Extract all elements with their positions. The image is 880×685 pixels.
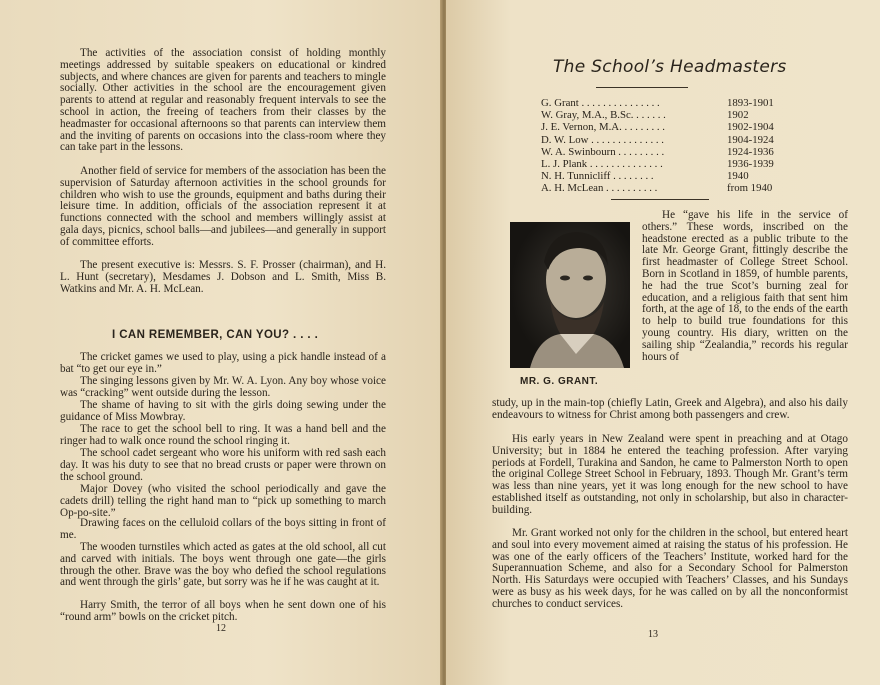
- headmaster-name: N. H. Tunnicliff . . . . . . . .: [541, 170, 654, 183]
- title-rule: [596, 87, 688, 88]
- headmasters-title: The School’s Headmasters: [553, 57, 787, 77]
- grant-bio-continued: study, up in the main-top (chiefly Latin, Greek and Algebra), and also his daily endeavours to witness for Christ among both passengers and crew.: [492, 397, 848, 421]
- headmaster-years: 1936-1939: [727, 158, 774, 171]
- grant-portrait-photo: [510, 222, 630, 368]
- headmaster-row: [541, 158, 781, 170]
- executive-paragraph: The present executive is: Messrs. S. F. Prosser (chairman), and H. L. Hunt (secretary), Mesdames J. Dobson and L. Smith, Miss B. Watkins and Mr. A. H. McLean.: [60, 259, 386, 295]
- headmaster-row: [541, 146, 781, 158]
- memory-item: Major Dovey (who visited the school periodically and gave the cadets drill) telling the right hand man to “pick up something to march Op-po-site.”: [60, 483, 386, 519]
- page-number-right: 13: [648, 629, 658, 640]
- memory-item: The school cadet sergeant who wore his uniform with red sash each day. It was his duty to see that no bread crusts or paper were thrown on the school ground.: [60, 447, 386, 483]
- headmaster-name: J. E. Vernon, M.A. . . . . . . . .: [541, 121, 665, 134]
- association-service-paragraph: Another field of service for members of the association has been the supervision of Saturday afternoon activities in the school grounds for children who wish to use the grounds, equipment and baths during their leisure time. In addition, officials of the association represent it at functions connected with the school and members willingly assist at gala days, picnics, school balls—and jubilees—and generally in support of committee efforts.: [60, 165, 386, 248]
- memory-item: The wooden turnstiles which acted as gates at the old school, all cut and carved with initials. The boys went through one gate—the girls through the other. Brave was the boy who defied the school regulations and went through the girls’ gate, but sorry was he if he was caught at it.: [60, 541, 386, 589]
- headmaster-name: W. Gray, M.A., B.Sc. . . . . . .: [541, 109, 666, 122]
- headmaster-years: 1902: [727, 109, 749, 122]
- headmaster-row: [541, 170, 781, 182]
- headmaster-years: 1940: [727, 170, 749, 183]
- grant-bio-beside-photo: He “gave his life in the service of others.” These words, inscribed on the headstone erected as a public tribute to the late Mr. George Grant, fittingly describe the first headmaster of College Street School. Born in Scotland in 1859, of humble parents, he had the true Scot’s burning zeal for education, and a religious faith that sent him forth, at the age of 18, to the ends of the earth to help to build true foundations for this young country. His diary, written on the sailing ship “Zealandia,” records his regular hours of: [642, 209, 848, 363]
- headmaster-years: from 1940: [727, 182, 773, 195]
- headmaster-row: [541, 121, 781, 133]
- headmaster-row: [541, 109, 781, 121]
- memory-item: The race to get the school bell to ring. It was a hand bell and the ringer had to walk once round the school ringing it.: [60, 423, 386, 447]
- memory-item: The singing lessons given by Mr. W. A. Lyon. Any boy whose voice was “cracking” went outside during the lesson.: [60, 375, 386, 399]
- page-number-left: 12: [216, 623, 226, 634]
- headmaster-years: 1902-1904: [727, 121, 774, 134]
- memories-heading: I CAN REMEMBER, CAN YOU? . . . .: [112, 329, 319, 341]
- headmaster-name: L. J. Plank . . . . . . . . . . . . . .: [541, 158, 663, 171]
- headmaster-name: A. H. McLean . . . . . . . . . .: [541, 182, 658, 195]
- headmaster-name: W. A. Swinbourn . . . . . . . . .: [541, 145, 665, 158]
- memory-item: Drawing faces on the celluloid collars of the boys sitting in front of me.: [60, 517, 386, 541]
- memory-item: The cricket games we used to play, using a pick handle instead of a bat “to get our eye in.”: [60, 351, 386, 375]
- headmasters-list: [541, 97, 781, 195]
- association-activities-paragraph: The activities of the association consist of holding monthly meetings addressed by suitable speakers on educational or kindred subjects, and where chances are given for parents and teachers to mingle socially. Other activities in the school are the encouragement given parents to attend at regular and reasonably frequent intervals to see the school in action, the freeing of teachers from their classes by the headmaster for occasional afternoons so that parents can interview them and the inviting of parents on occasions into the class-room where they can take part in the lessons.: [60, 47, 386, 154]
- memory-item: The shame of having to sit with the girls doing sewing under the guidance of Miss Mowbray.: [60, 399, 386, 423]
- headmaster-row: [541, 134, 781, 146]
- headmaster-row: [541, 182, 781, 194]
- memory-item: Harry Smith, the terror of all boys when he sent down one of his “round arm” bowls on the cricket pitch.: [60, 599, 386, 623]
- headmaster-years: 1893-1901: [727, 97, 774, 109]
- portrait-illustration: [510, 222, 630, 368]
- headmaster-name: G. Grant . . . . . . . . . . . . . . .: [541, 97, 660, 109]
- list-rule: [611, 199, 709, 200]
- headmaster-row: [541, 97, 781, 109]
- grant-bio-work: Mr. Grant worked not only for the children in the school, but entered heart and soul into every movement aimed at raising the status of his profession. He was one of the early officers of the Teachers’ Institute, worked hard for the Superannuation Scheme, and also for a Secondary School for Palmerston North. His Saturdays were occupied with Teachers’ Classes, and his Sundays were as busy as his week days, for he was called on by all the nonconformist churches to conduct services.: [492, 527, 848, 610]
- portrait-caption: MR. G. GRANT.: [520, 376, 599, 387]
- headmaster-years: 1904-1924: [727, 133, 774, 146]
- headmaster-years: 1924-1936: [727, 145, 774, 158]
- grant-bio-early-years: His early years in New Zealand were spent in preaching and at Otago University; but in 1884 he entered the teaching profession. After varying periods at Fordell, Turakina and Sandon, he came to Palmerston North to open the original College Street School in February, 1893. Though Mr. Grant’s term was less than nine years, yet it was long enough for the new school to have established itself as outstanding, not only in scholarship, but also in character-building.: [492, 433, 848, 516]
- headmaster-name: D. W. Low . . . . . . . . . . . . . .: [541, 133, 664, 146]
